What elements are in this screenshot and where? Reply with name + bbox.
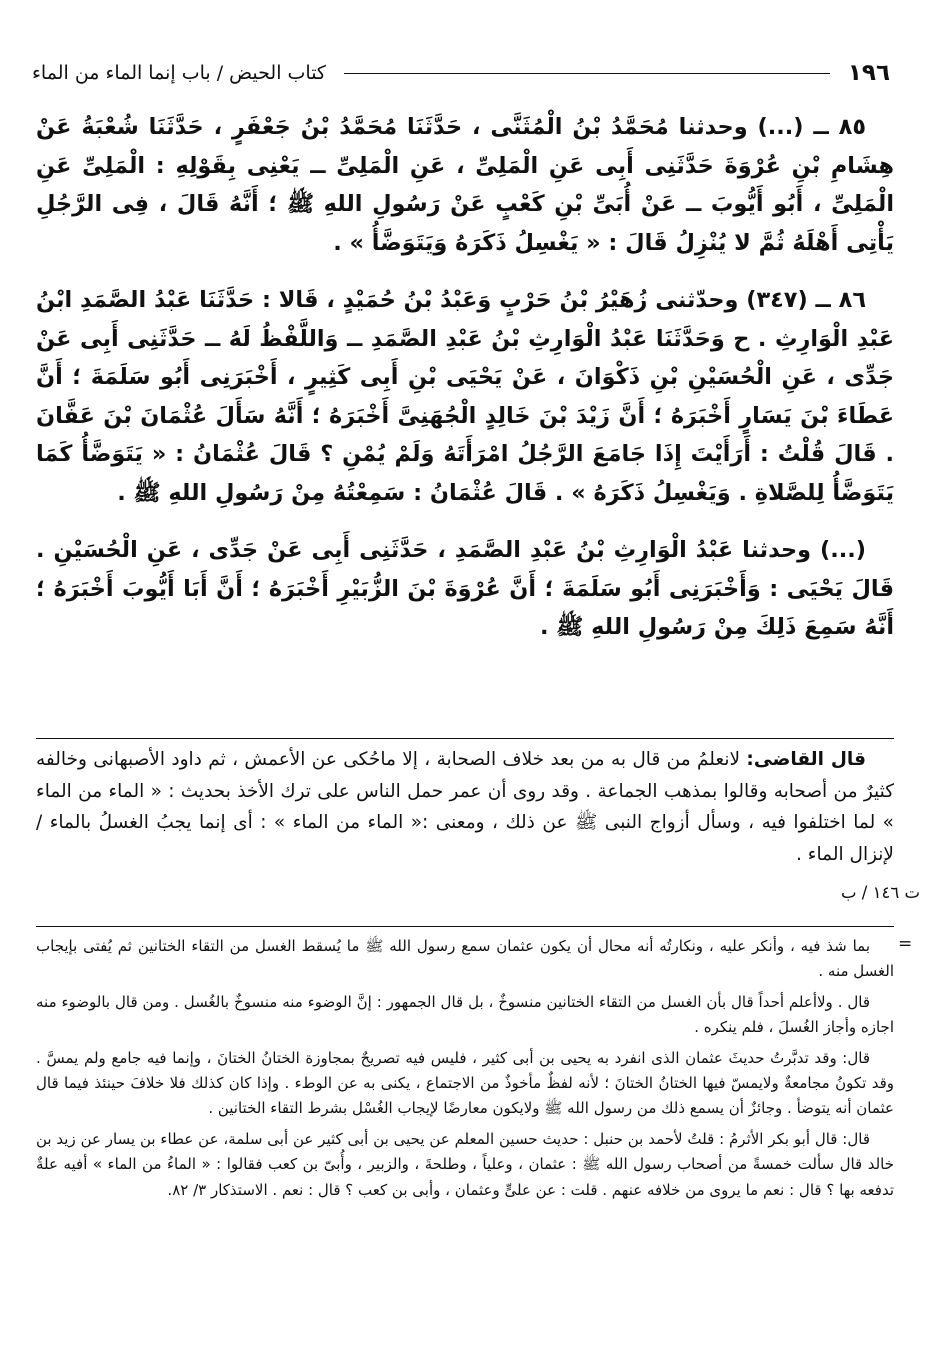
footnotes bbox=[36, 934, 894, 1208]
running-header bbox=[32, 56, 890, 90]
hadith-85: ٨٥ ــ (...) وحدثنا مُحَمَّدُ بْنُ الْمُثَنَّى ، حَدَّثَنَا مُحَمَّدُ بْنُ جَعْفَرٍ ، حَدَّثَنَا شُعْبَةُ عَنْ هِشَامِ بْنِ عُرْوَةَ حَدَّثَنِى أَبِى عَنِ الْمَلِىِّ ، عَنِ الْمَلِىِّ ــ يَعْنِى بِقَوْلِهِ : الْمَلِىِّ عَنِ الْمَلِىِّ ، أَبُو أَيُّوبَ ــ عَنْ أُبَىِّ بْنِ كَعْبٍ عَنْ رَسُولِ اللهِ ﷺ ؛ أَنَّهُ قَالَ ، فِى الرَّجُلِ يَأْتِى أَهْلَهُ ثُمَّ لا يُنْزِلُ قَالَ : « يَغْسِلُ ذَكَرَهُ وَيَتَوَضَّأُ » . bbox=[36, 114, 894, 256]
hadith-86: ٨٦ ــ (٣٤٧) وحدّثنى زُهَيْرُ بْنُ حَرْبٍ وَعَبْدُ بْنُ حُمَيْدٍ ، قَالا : حَدَّثَنَا عَبْدُ الصَّمَدِ ابْنُ عَبْدِ الْوَارِثِ . ح وَحَدَّثَنَا عَبْدُ الْوَارِثِ بْنُ عَبْدِ الصَّمَدِ ــ وَاللَّفْظُ لَهُ ــ حَدَّثَنِى أَبِى عَنْ جَدِّى ، عَنِ الْحُسَيْنِ بْنِ ذَكْوَانَ ، عَنْ يَحْيَى بْنِ أَبِى كَثِيرٍ ، أَخْبَرَنِى أَبُو سَلَمَةَ ؛ أَنَّ عَطَاءَ بْنَ يَسَارٍ أَخْبَرَهُ ؛ أَنَّ زَيْدَ بْنَ خَالِدٍ الْجُهَنِىَّ أَخْبَرَهُ ؛ أَنَّهُ سَأَلَ عُثْمَانَ بْنَ عَفَّانَ . قَالَ قُلْتُ : أَرَأَيْتَ إِذَا جَامَعَ الرَّجُلُ امْرَأَتَهُ وَلَمْ يُمْنِ ؟ قَالَ عُثْمَانُ : « يَتَوَضَّأُ كَمَا يَتَوَضَّأُ لِلصَّلاةِ . وَيَغْسِلُ ذَكَرَهُ » . قَالَ عُثْمَانُ : سَمِعْتُهُ مِنْ رَسُولِ اللهِ ﷺ . bbox=[36, 287, 894, 506]
commentary-lead: قال القاضى: bbox=[746, 749, 866, 770]
page-number: ١٩٦ bbox=[847, 60, 890, 86]
hadith-86-variant: (...) وحدثنا عَبْدُ الْوَارِثِ بْنُ عَبْدِ الصَّمَدِ ، حَدَّثَنِى أَبِى عَنْ جَدِّى ، عَنِ الْحُسَيْنِ . قَالَ يَحْيَى : وَأَخْبَرَنِى أَبُو سَلَمَةَ ؛ أَنَّ عُرْوَةَ بْنَ الزُّبَيْرِ أَخْبَرَهُ ؛ أَنَّ أَبَا أَيُّوبَ أَخْبَرَهُ ؛ أَنَّهُ سَمِعَ ذَلِكَ مِنْ رَسُولِ اللهِ ﷺ . bbox=[36, 537, 894, 640]
commentary-text: لانعلمُ من قال به من بعد خلاف الصحابة ، إلا ماحُكى عن الأعمش ، ثم داود الأصبهانى وخالفه كثيرٌ من أصحابه وقالوا بمذهب الجماعة . وقد روى أن عمر حمل الناس على ترك الأخذ بحديث : « الماء من الماء » لما اختلفوا فيه ، وسأل أزواج النبى ﷺ عن ذلك ، ومعنى :« الماء من الماء » : أى إنما يجبُ الغسلُ بالماء / لإنزال الماء . bbox=[36, 749, 894, 865]
footnote-paragraph: قال: قال أبو بكر الأثرمُ : قلتُ لأحمد بن حنبل : حديث حسين المعلم عن يحيى بن أبى كثير عن أبى سلمة، عن عطاء بن يسار عن زيد بن خالد قال سألت خمسةً من أصحاب رسول الله ﷺ : عثمان ، وعلياً ، وطلحةَ ، والزبير ، وأُبىّ بن كعب فقالوا : « الماءُ من الماء » أفيه علةٌ تدفعه بها ؟ قال : نعم ما يروى من خلافه عنهم . قلت : عن علىٍّ وعثمان ، وأبى بن كعب ؟ قال : نعم . الاستذكار ٣/ ٨٢. bbox=[36, 1129, 894, 1199]
footnote-paragraph: بما شذ فيه ، وأنكر عليه ، ونكارتُه أنه محال أن يكون عثمان سمع رسول الله ﷺ ما يُسقط الغسل من التقاء الختانين ثم يُفتى بإيجاب الغسل منه . bbox=[36, 937, 894, 981]
hadith-text bbox=[36, 108, 894, 666]
header-rule bbox=[344, 73, 830, 74]
footnote-divider bbox=[36, 926, 894, 927]
manuscript-margin-note: ت ١٤٦ / ب bbox=[841, 883, 920, 902]
footnote-paragraph: قال . ولاأعلم أحداً قال بأن الغسل من التقاء الختانين منسوخٌ ، بل قال الجمهور : إنَّ الوضوء منه منسوخٌ بالغُسل . ومن قال بالوضوء منه اجازه وأجاز الغُسلَ ، فلم ينكره . bbox=[36, 992, 894, 1037]
commentary-divider bbox=[36, 738, 894, 739]
book-title: كتاب الحيض / باب إنما الماء من الماء bbox=[32, 62, 326, 84]
footnote-paragraph: قال: وقد تدبَّرتُ حديثَ عثمان الذى انفرد به يحيى بن أبى كثير ، فليس فيه تصريحٌ بمجاوزة الختانُ الختانَ ، وإنما فيه جامع ولم يمسَّ . وقد تكونُ مجامعةٌ ولايمسّ فيها الختانُ الختانَ ؛ لأنه لفظٌ مأخوذٌ من الاجتماع ، يكنى به عن الوطء . وإذا كان كذلك فلا خلافَ حينئذ فيما قال عثمان أنه يتوضأ . وجائزٌ أن يسمع ذلك من رسول الله ﷺ ولايكون معارضًا لإيجاب الغُسْل بشرط التقاء الختانين . bbox=[36, 1048, 894, 1118]
commentary-paragraph bbox=[36, 744, 894, 870]
footnote-continuation-mark: = bbox=[898, 934, 913, 954]
qadi-commentary bbox=[36, 744, 894, 870]
